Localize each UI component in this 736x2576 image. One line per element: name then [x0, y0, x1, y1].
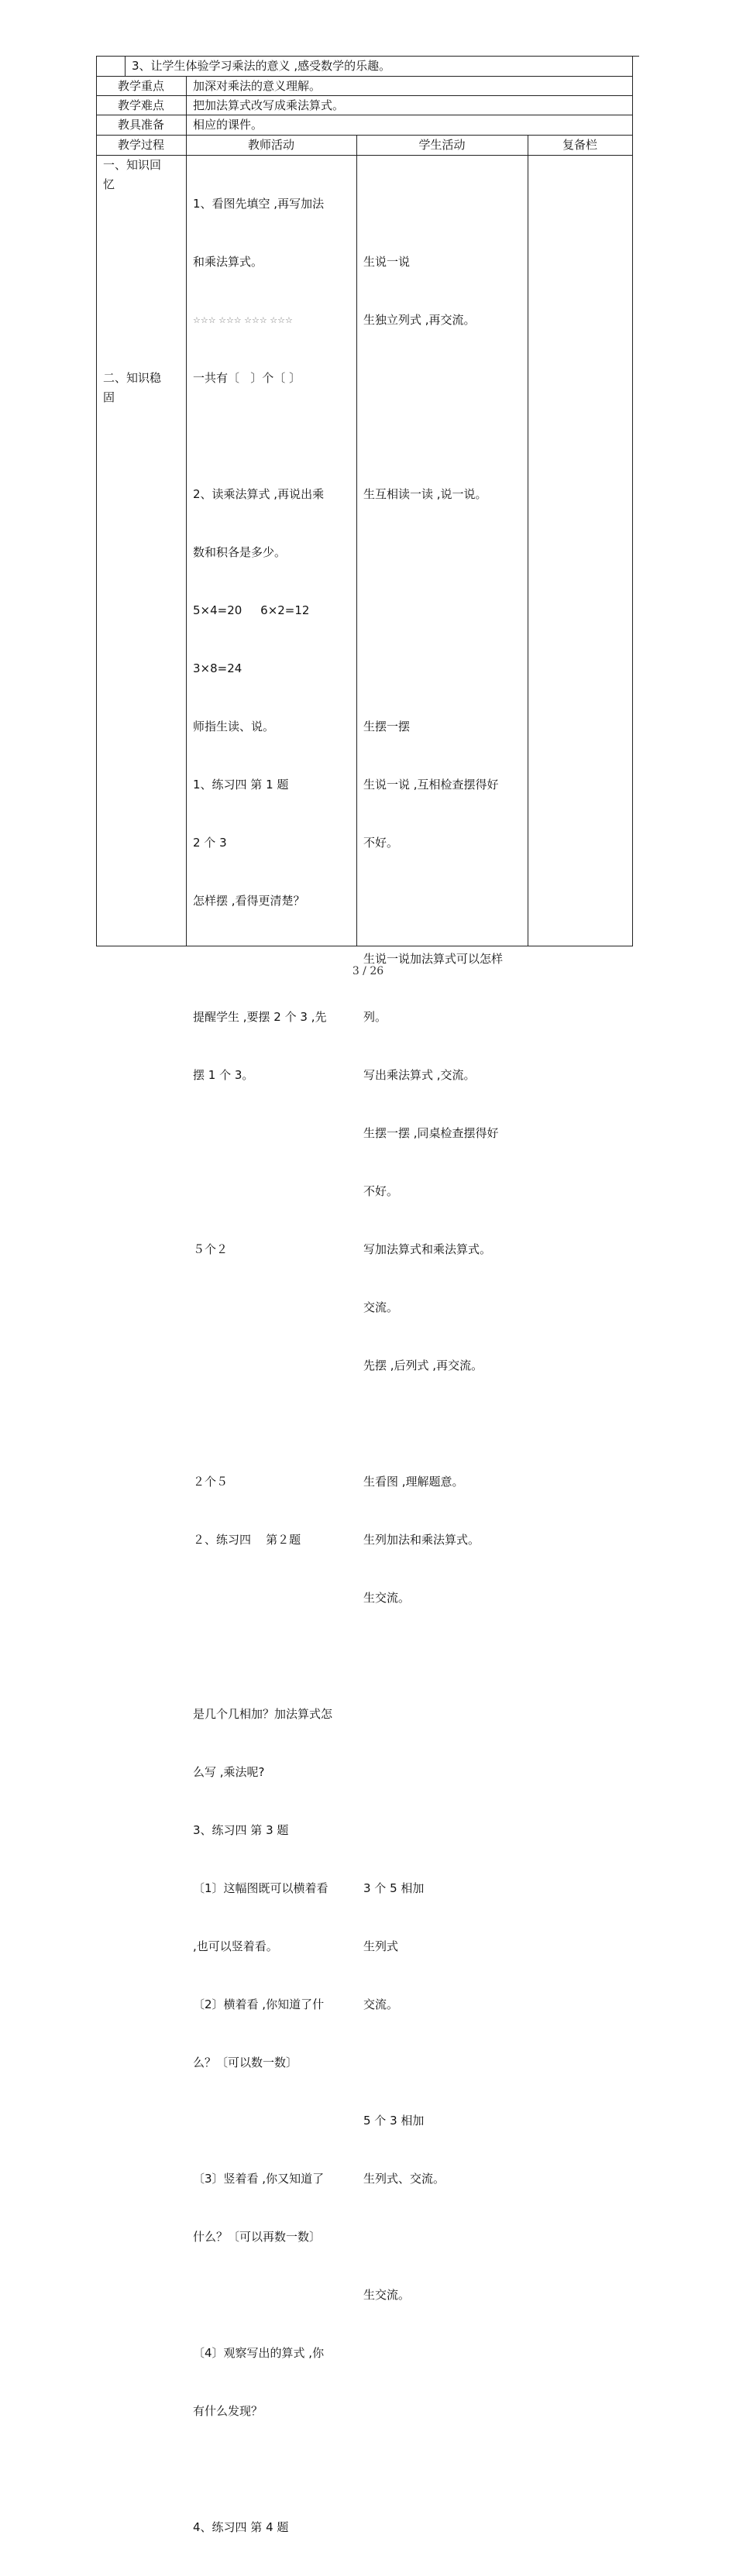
teacher-line: 么写 ,乘法呢?: [193, 1765, 265, 1779]
teacher-line: 〔1〕这幅图既可以横着看: [193, 1881, 328, 1895]
header-review: 复备栏: [562, 138, 597, 152]
teacher-line: 么？〔可以数一数〕: [193, 2056, 298, 2069]
student-line: 交流。: [363, 1300, 399, 1314]
student-line: 生独立列式 ,再交流。: [363, 313, 476, 327]
student-line: 不好。: [363, 1184, 399, 1198]
teacher-line: 怎样摆 ,看得更清楚？: [193, 894, 305, 908]
teacher-line: ５个２: [193, 1242, 229, 1256]
student-line: 5 个 3 相加: [363, 2114, 425, 2128]
teacher-line: 5×4=20 6×2=12: [193, 603, 310, 617]
teacher-line: 3、练习四 第 3 题: [193, 1823, 289, 1837]
teacher-line: 有什么发现？: [193, 2404, 263, 2418]
process-section-1: [103, 156, 161, 194]
student-line: 不好。: [363, 836, 399, 850]
student-line: 生列加法和乘法算式。: [363, 1533, 480, 1547]
page-number: 3 / 26: [352, 965, 384, 977]
header-teacher: 教师活动: [247, 138, 294, 152]
process-text: 二、知识稳: [103, 371, 162, 385]
student-line: 列。: [363, 1010, 387, 1024]
col-divider: [125, 56, 126, 76]
student-line: 生说一说: [363, 255, 411, 269]
student-line: 3 个 5 相加: [363, 1881, 425, 1895]
col-divider: [356, 135, 357, 946]
difficulty-value: 把加法算式改写成乘法算式。: [193, 98, 345, 112]
teacher-line: 〔2〕横着看 ,你知道了什: [193, 1997, 325, 2011]
teacher-line: 摆 1 个 3。: [193, 1068, 254, 1082]
teacher-line: 2、读乘法算式 ,再说出乘: [193, 487, 325, 501]
student-activities: [363, 214, 527, 2344]
student-line: 生摆一摆: [363, 720, 411, 733]
row-divider: [96, 155, 633, 156]
teacher-line: 一共有〔 〕个〔 〕: [193, 371, 301, 385]
teacher-line: 2 个 3: [193, 836, 227, 850]
teacher-line: 1、看图先填空 ,再写加法: [193, 197, 325, 211]
col-divider: [186, 76, 187, 946]
process-text: 固: [103, 390, 115, 404]
objective-3: 3、让学生体验学习乘法的意义 ,感受数学的乐趣。: [132, 59, 391, 73]
teacher-line: 〔3〕竖着看 ,你又知道了: [193, 2172, 325, 2186]
student-line: 先摆 ,后列式 ,再交流。: [363, 1358, 483, 1372]
difficulty-label: 教学难点: [117, 98, 164, 112]
student-line: 交流。: [363, 1997, 399, 2011]
table-left-border: [96, 56, 97, 946]
header-student: 学生活动: [418, 138, 466, 152]
key-point-value: 加深对乘法的意义理解。: [193, 79, 322, 93]
materials-label: 教具准备: [117, 118, 164, 132]
student-line: 生说一说 ,互相检查摆得好: [363, 778, 499, 792]
student-line: 生列式、交流。: [363, 2172, 445, 2186]
teacher-line: 师指生读、说。: [193, 720, 275, 733]
student-line: 生互相读一读 ,说一说。: [363, 487, 487, 501]
student-line: 生看图 ,理解题意。: [363, 1475, 464, 1489]
star-row: ☆☆☆ ☆☆☆ ☆☆☆ ☆☆☆: [193, 315, 293, 325]
student-line: 生摆一摆 ,同桌检查摆得好: [363, 1126, 499, 1140]
process-text: 一、知识回: [103, 158, 162, 172]
student-line: 写出乘法算式 ,交流。: [363, 1068, 476, 1082]
teacher-line: 提醒学生 ,要摆 2 个 3 ,先: [193, 1010, 327, 1024]
teacher-line: 4、练习四 第 4 题: [193, 2520, 289, 2534]
key-point-label: 教学重点: [117, 79, 164, 93]
teacher-line: ,也可以竖着看。: [193, 1939, 278, 1953]
materials-value: 相应的课件。: [193, 118, 263, 132]
teacher-activities: [193, 156, 356, 2576]
header-process: 教学过程: [117, 138, 164, 152]
student-line: 生交流。: [363, 1591, 411, 1605]
process-section-2: [103, 369, 161, 407]
teacher-line: ２、练习四 第２题: [193, 1533, 301, 1547]
process-text: 忆: [103, 177, 115, 191]
student-line: 写加法算式和乘法算式。: [363, 1242, 492, 1256]
table-right-border: [632, 56, 633, 946]
teacher-line: ２个５: [193, 1475, 229, 1489]
student-line: 生交流。: [363, 2288, 411, 2302]
student-line: 生列式: [363, 1939, 399, 1953]
teacher-line: 什么？〔可以再数一数〕: [193, 2230, 322, 2244]
teacher-line: 数和积各是多少。: [193, 545, 287, 559]
teacher-line: 3×8=24: [193, 661, 242, 675]
teacher-line: 〔4〕观察写出的算式 ,你: [193, 2346, 325, 2360]
teacher-line: 和乘法算式。: [193, 255, 263, 269]
teacher-line: 1、练习四 第 1 题: [193, 778, 289, 792]
teacher-line: 是几个几相加？加法算式怎: [193, 1707, 333, 1721]
student-line: 生说一说加法算式可以怎样: [363, 952, 504, 966]
